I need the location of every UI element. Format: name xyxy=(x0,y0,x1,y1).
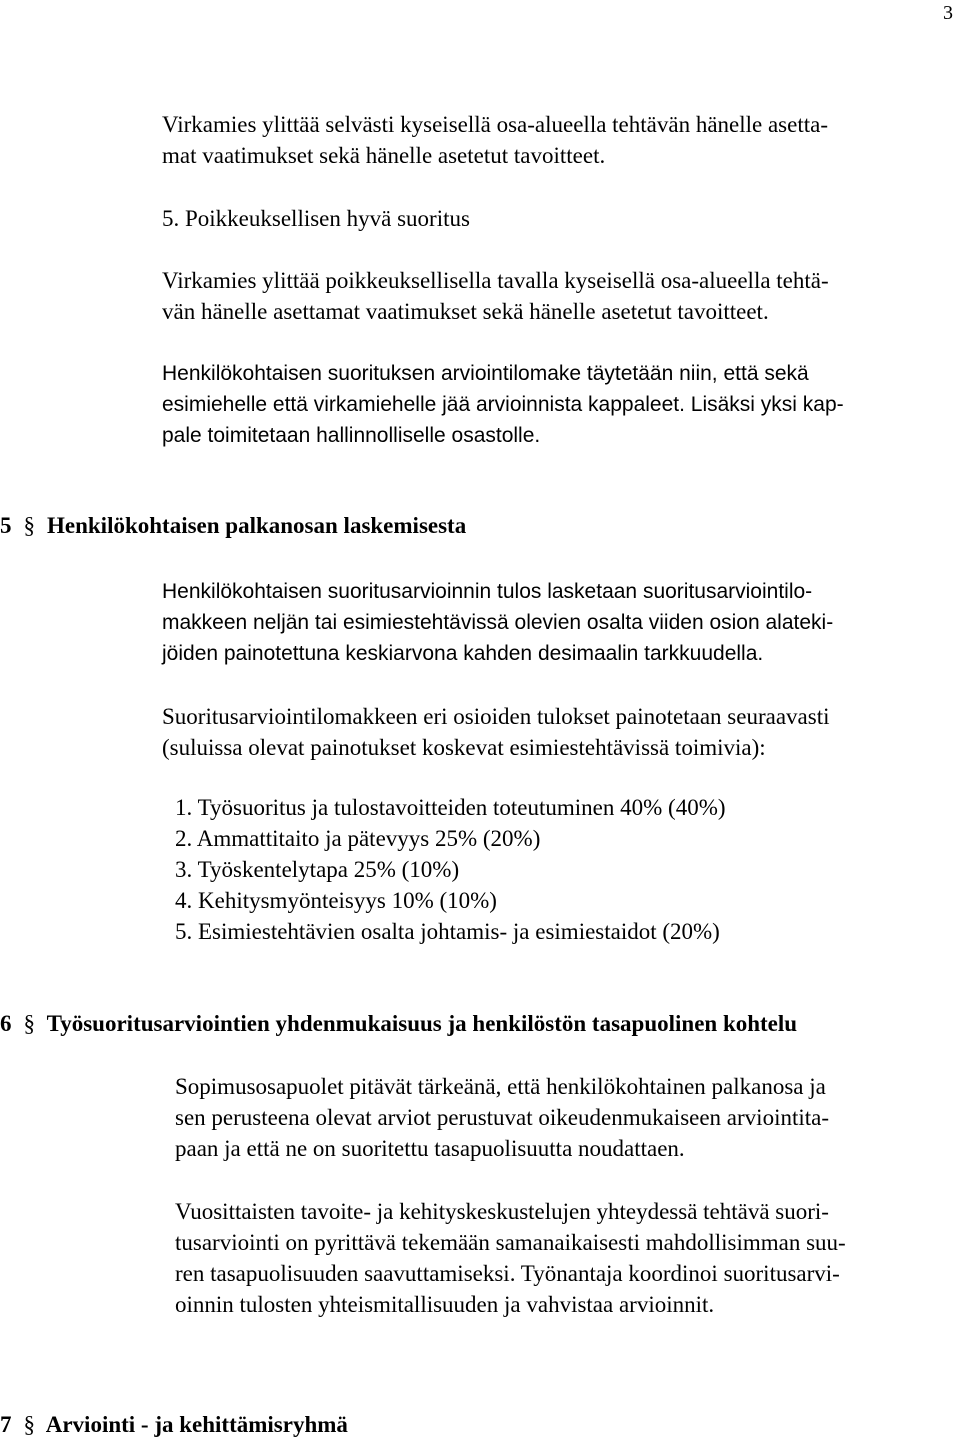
section-5-paragraph-2 xyxy=(162,701,829,763)
text-line: vän hänelle asettamat vaatimukset sekä hänelle asetetut tavoitteet. xyxy=(162,299,769,324)
text-line: 5. Poikkeuksellisen hyvä suoritus xyxy=(162,206,470,231)
section-title: Arviointi - ja kehittämisryhmä xyxy=(45,1412,348,1437)
section-title: Työsuoritusarviointien yhdenmukaisuus ja henkilöstön tasapuolinen kohtelu xyxy=(46,1011,798,1036)
text-line: sen perusteena olevat arviot perustuvat oikeudenmukaiseen arviointita- xyxy=(175,1105,829,1130)
section-symbol: § xyxy=(23,1412,35,1437)
paragraph-grade-4-description xyxy=(162,109,828,171)
section-6-heading xyxy=(0,1011,797,1037)
grade-5-heading xyxy=(162,203,470,234)
text-line: makkeen neljän tai esimiestehtävissä olevien osalta viiden osion alateki- xyxy=(162,611,834,634)
text-line: oinnin tulosten yhteismitallisuuden ja vahvistaa arvioinnit. xyxy=(175,1292,715,1317)
section-6-paragraph-2 xyxy=(175,1196,846,1320)
section-5-paragraph-1 xyxy=(162,576,833,669)
text-line: ren tasapuolisuuden saavuttamiseksi. Työnantaja koordinoi suoritusarvi- xyxy=(175,1261,840,1286)
list-item: 3. Työskentelytapa 25% (10%) xyxy=(175,857,460,882)
weighting-list xyxy=(175,792,726,947)
text-line: Henkilökohtaisen suoritusarvioinnin tulos lasketaan suoritusarviointilo- xyxy=(162,580,813,603)
text-line: jöiden painotettuna keskiarvona kahden desimaalin tarkkuudella. xyxy=(162,642,764,665)
paragraph-grade-5-description xyxy=(162,265,829,327)
list-item: 2. Ammattitaito ja pätevyys 25% (20%) xyxy=(175,826,541,851)
list-item: 4. Kehitysmyönteisyys 10% (10%) xyxy=(175,888,497,913)
text-line: esimiehelle että virkamiehelle jää arvioinnista kappaleet. Lisäksi yksi kap- xyxy=(162,393,844,416)
list-item: 5. Esimiestehtävien osalta johtamis- ja esimiestaidot (20%) xyxy=(175,919,720,944)
section-7-heading xyxy=(0,1412,348,1438)
section-symbol: § xyxy=(23,513,35,538)
section-symbol: § xyxy=(23,1011,35,1036)
text-line: Sopimusosapuolet pitävät tärkeänä, että henkilökohtainen palkanosa ja xyxy=(175,1074,826,1099)
section-title: Henkilökohtaisen palkanosan laskemisesta xyxy=(47,513,467,538)
section-5-heading xyxy=(0,513,466,539)
text-line: pale toimitetaan hallinnolliselle osastolle. xyxy=(162,424,541,447)
section-number: 5 xyxy=(0,513,12,538)
paragraph-form-distribution xyxy=(162,358,844,451)
section-number: 6 xyxy=(0,1011,12,1036)
text-line: (suluissa olevat painotukset koskevat esimiestehtävissä toimivia): xyxy=(162,735,766,760)
list-item: 1. Työsuoritus ja tulostavoitteiden toteutuminen 40% (40%) xyxy=(175,795,726,820)
section-number: 7 xyxy=(0,1412,12,1437)
text-line: Henkilökohtaisen suorituksen arviointilomake täytetään niin, että sekä xyxy=(162,362,809,385)
text-line: mat vaatimukset sekä hänelle asetetut tavoitteet. xyxy=(162,143,606,168)
text-line: paan ja että ne on suoritettu tasapuolisuutta noudattaen. xyxy=(175,1136,685,1161)
page-number: 3 xyxy=(943,2,953,24)
text-line: Virkamies ylittää poikkeuksellisella tavalla kyseisellä osa-alueella tehtä- xyxy=(162,268,829,293)
text-line: Virkamies ylittää selvästi kyseisellä osa-alueella tehtävän hänelle asetta- xyxy=(162,112,828,137)
text-line: tusarviointi on pyrittävä tekemään samanaikaisesti mahdollisimman suu- xyxy=(175,1230,846,1255)
section-6-paragraph-1 xyxy=(175,1071,829,1164)
text-line: Vuosittaisten tavoite- ja kehityskeskustelujen yhteydessä tehtävä suori- xyxy=(175,1199,829,1224)
text-line: Suoritusarviointilomakkeen eri osioiden tulokset painotetaan seuraavasti xyxy=(162,704,830,729)
